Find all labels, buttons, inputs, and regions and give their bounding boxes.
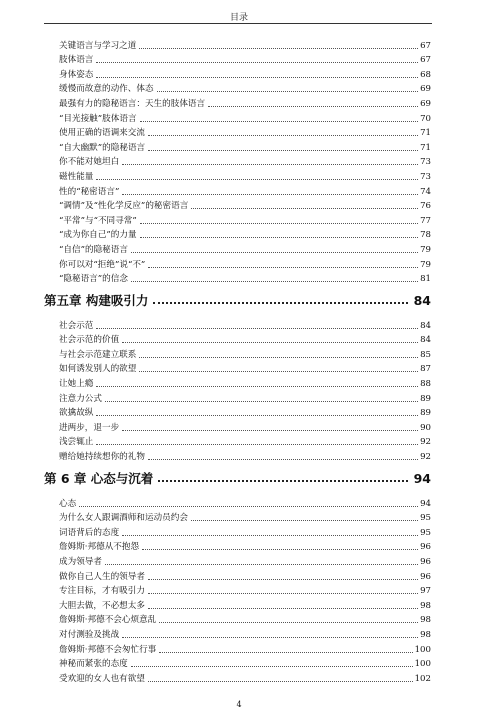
toc-entry-page: 68 (420, 69, 431, 80)
dot-leader (148, 459, 418, 460)
toc-entry-title: 词语背后的态度 (59, 527, 120, 538)
dot-leader (148, 135, 418, 136)
toc-entry[interactable] (59, 226, 431, 241)
dot-leader (96, 77, 418, 78)
toc-entry-title: 社会示范 (59, 320, 94, 331)
toc-entry-title: 使用正确的语调来交流 (59, 128, 145, 139)
toc-entry[interactable] (59, 418, 431, 433)
page-header: 目录 (229, 13, 248, 23)
dot-leader (140, 237, 419, 238)
dot-leader (191, 520, 418, 521)
dot-leader (148, 608, 418, 609)
toc-entry-page: 88 (420, 379, 431, 390)
toc-entry-page: 90 (420, 422, 431, 433)
toc-entry-title: 注意力公式 (59, 393, 102, 404)
toc-entry[interactable] (59, 197, 431, 212)
toc-entry-title: “自信”的隐秘语言 (59, 244, 128, 255)
dot-leader (158, 480, 407, 482)
toc-entry-title: 性的“秘密语言” (59, 186, 120, 197)
toc-entry[interactable] (59, 167, 431, 182)
toc-entry[interactable] (59, 240, 431, 255)
chapter-title: 第 6 章 心态与沉着 (44, 471, 154, 487)
toc-entry-page: 87 (420, 364, 431, 375)
toc-entry-title: 最强有力的隐秘语言：天生的肢体语言 (59, 98, 206, 109)
toc-entry-page: 94 (420, 498, 431, 509)
dot-leader (105, 401, 418, 402)
toc-entry[interactable] (59, 538, 431, 553)
toc-entry-title: 身体姿态 (59, 69, 94, 80)
toc-entry-title: 关键语言与学习之道 (59, 40, 137, 51)
dot-leader (139, 48, 418, 49)
toc-entry-title: 为什么女人跟调酒师和运动员约会 (59, 513, 188, 524)
dot-leader (140, 223, 418, 224)
toc-entry-title: 詹姆斯·邦德不会心烦意乱 (59, 615, 157, 626)
toc-entry-page: 102 (414, 673, 431, 684)
toc-entry-page: 74 (420, 186, 431, 197)
dot-leader (140, 121, 419, 122)
toc-entry[interactable] (59, 552, 431, 567)
toc-entry[interactable] (59, 582, 431, 597)
toc-entry-page: 98 (420, 629, 431, 640)
toc-entry-page: 85 (420, 349, 431, 360)
dot-leader (79, 506, 418, 507)
toc-entry[interactable] (59, 124, 431, 139)
toc-entry-page: 77 (420, 215, 431, 226)
toc-entry-page: 70 (420, 113, 431, 124)
toc-entry-page: 67 (420, 40, 431, 51)
toc-entry-page: 100 (414, 659, 431, 670)
toc-entry[interactable] (59, 331, 431, 346)
toc-entry-title: 与社会示范建立联系 (59, 349, 137, 360)
dot-leader (122, 164, 418, 165)
toc-entry-page: 96 (420, 557, 431, 567)
toc-entry[interactable] (59, 404, 431, 419)
dot-leader (131, 666, 413, 667)
toc-entry[interactable] (59, 389, 431, 404)
dot-leader (139, 357, 418, 358)
dot-leader (105, 564, 418, 565)
toc-entry[interactable] (59, 669, 431, 684)
toc-entry-title: 肢体语言 (59, 55, 94, 66)
toc-entry-page: 92 (420, 452, 431, 463)
toc-entry[interactable] (59, 182, 431, 197)
toc-entry-page: 79 (420, 259, 431, 270)
toc-entry-title: 神秘而紧张的态度 (59, 659, 128, 670)
dot-leader (122, 194, 418, 195)
dot-leader (122, 430, 418, 431)
dot-leader (96, 179, 418, 180)
toc-entry[interactable] (59, 316, 431, 331)
toc-entry-page: 76 (420, 201, 431, 212)
dot-leader (148, 593, 418, 594)
dot-leader (96, 415, 418, 416)
dot-leader (157, 91, 419, 92)
toc-entry-title: “目光接触”肢体语言 (59, 113, 137, 124)
toc-entry-page: 84 (420, 320, 431, 331)
dot-leader (142, 549, 418, 550)
toc-entry[interactable] (59, 109, 431, 124)
toc-entry-title: 社会示范的价值 (59, 335, 120, 346)
toc-entry[interactable] (59, 523, 431, 538)
toc-entry-page: 98 (420, 600, 431, 611)
toc-entry-title: 赠给她持续想你的礼物 (59, 452, 145, 463)
toc-entry[interactable] (59, 94, 431, 109)
dot-leader (122, 637, 418, 638)
toc-entry[interactable] (59, 625, 431, 640)
toc-entry-title: 大胆去做，不必想太多 (59, 600, 145, 611)
toc-entry[interactable] (59, 494, 431, 509)
table-of-contents (0, 36, 478, 684)
toc-entry[interactable] (59, 138, 431, 153)
toc-entry[interactable] (59, 36, 431, 51)
toc-entry[interactable] (59, 65, 431, 80)
toc-entry-page: 95 (420, 513, 431, 524)
toc-group-2 (0, 316, 478, 462)
toc-entry-title: 磁性能量 (59, 171, 94, 182)
toc-entry[interactable] (59, 80, 431, 95)
toc-entry[interactable] (59, 509, 431, 524)
dot-leader (148, 267, 418, 268)
dot-leader (122, 342, 418, 343)
dot-leader (208, 106, 418, 107)
toc-entry[interactable] (59, 374, 431, 389)
header-divider (44, 23, 432, 24)
toc-entry[interactable] (59, 345, 431, 360)
toc-entry-title: “成为你自己”的力量 (59, 230, 137, 241)
toc-entry-title: 詹姆斯·邦德从不抱怨 (59, 542, 140, 553)
dot-leader (148, 681, 413, 682)
toc-entry[interactable] (59, 153, 431, 168)
toc-entry-page: 98 (420, 615, 431, 626)
toc-entry[interactable] (59, 211, 431, 226)
toc-entry-page: 81 (420, 274, 431, 285)
chapter-title: 第五章 构建吸引力 (44, 293, 149, 309)
toc-entry-title: 让她上瘾 (59, 379, 94, 390)
page-number: 4 (236, 700, 242, 709)
toc-entry-page: 71 (420, 128, 431, 139)
toc-entry-title: 进两步，退一步 (59, 422, 120, 433)
dot-leader (131, 281, 418, 282)
toc-group-3 (0, 494, 478, 684)
dot-leader (96, 62, 418, 63)
toc-entry-page: 79 (420, 244, 431, 255)
toc-entry-title: 受欢迎的女人也有欲望 (59, 673, 145, 684)
toc-entry-page: 69 (420, 98, 431, 109)
toc-chapter-5[interactable] (44, 288, 431, 312)
toc-entry-title: “平常”与“不同寻常” (59, 215, 137, 226)
toc-entry[interactable] (59, 596, 431, 611)
toc-entry-title: 如何诱发别人的欲望 (59, 364, 137, 375)
toc-entry[interactable] (59, 611, 431, 626)
toc-entry-title: 专注目标，才有吸引力 (59, 586, 145, 597)
toc-entry-title: 成为领导者 (59, 557, 102, 567)
dot-leader (122, 535, 418, 536)
toc-entry-page: 89 (420, 408, 431, 419)
dot-leader (131, 252, 418, 253)
toc-entry[interactable] (59, 433, 431, 448)
toc-entry-title: 对付测验及挑战 (59, 629, 120, 640)
dot-leader (191, 208, 418, 209)
toc-entry-title: 詹姆斯·邦德不会匆忙行事 (59, 644, 157, 655)
toc-entry[interactable] (59, 360, 431, 375)
toc-entry-page: 97 (420, 586, 431, 597)
toc-entry-page: 67 (420, 55, 431, 66)
toc-entry-page: 78 (420, 230, 431, 241)
toc-entry-title: “自大幽默”的隐秘语言 (59, 142, 146, 153)
toc-entry-title: 欲擒故纵 (59, 408, 94, 419)
toc-group-1 (0, 36, 478, 284)
chapter-page: 94 (413, 470, 431, 486)
toc-entry-page: 71 (420, 142, 431, 153)
toc-entry-page: 95 (420, 527, 431, 538)
toc-entry[interactable] (59, 270, 431, 285)
toc-entry-page: 96 (420, 571, 431, 582)
dot-leader (159, 652, 412, 653)
dot-leader (159, 622, 418, 623)
toc-entry-page: 100 (414, 644, 431, 655)
dot-leader (148, 150, 418, 151)
toc-entry[interactable] (59, 255, 431, 270)
toc-chapter-6[interactable] (44, 466, 431, 490)
toc-entry-page: 69 (420, 84, 431, 95)
dot-leader (139, 371, 418, 372)
toc-entry-page: 73 (420, 171, 431, 182)
toc-entry[interactable] (59, 567, 431, 582)
toc-entry-title: “隐秘语言”的信念 (59, 274, 128, 285)
chapter-page: 84 (413, 292, 431, 308)
toc-entry-title: 缓慢而故意的动作、体态 (59, 84, 154, 95)
toc-entry[interactable] (59, 640, 431, 655)
toc-entry-title: “调情”及“性化学反应”的秘密语言 (59, 201, 189, 212)
toc-entry-page: 73 (420, 157, 431, 168)
dot-leader (148, 579, 418, 580)
toc-entry-title: 心态 (59, 498, 77, 509)
dot-leader (96, 444, 418, 445)
toc-entry[interactable] (59, 447, 431, 462)
toc-entry-page: 92 (420, 437, 431, 448)
toc-entry-page: 89 (420, 393, 431, 404)
dot-leader (96, 328, 418, 329)
toc-entry-title: 做你自己人生的领导者 (59, 571, 145, 582)
toc-entry[interactable] (59, 51, 431, 66)
toc-entry-title: 浅尝辄止 (59, 437, 94, 448)
toc-entry-page: 96 (420, 542, 431, 553)
toc-entry-page: 84 (420, 335, 431, 346)
dot-leader (96, 386, 418, 387)
toc-entry[interactable] (59, 655, 431, 670)
dot-leader (153, 302, 407, 304)
toc-entry-title: 你不能对她坦白 (59, 157, 120, 168)
toc-entry-title: 你可以对“拒绝”说“不” (59, 259, 146, 270)
